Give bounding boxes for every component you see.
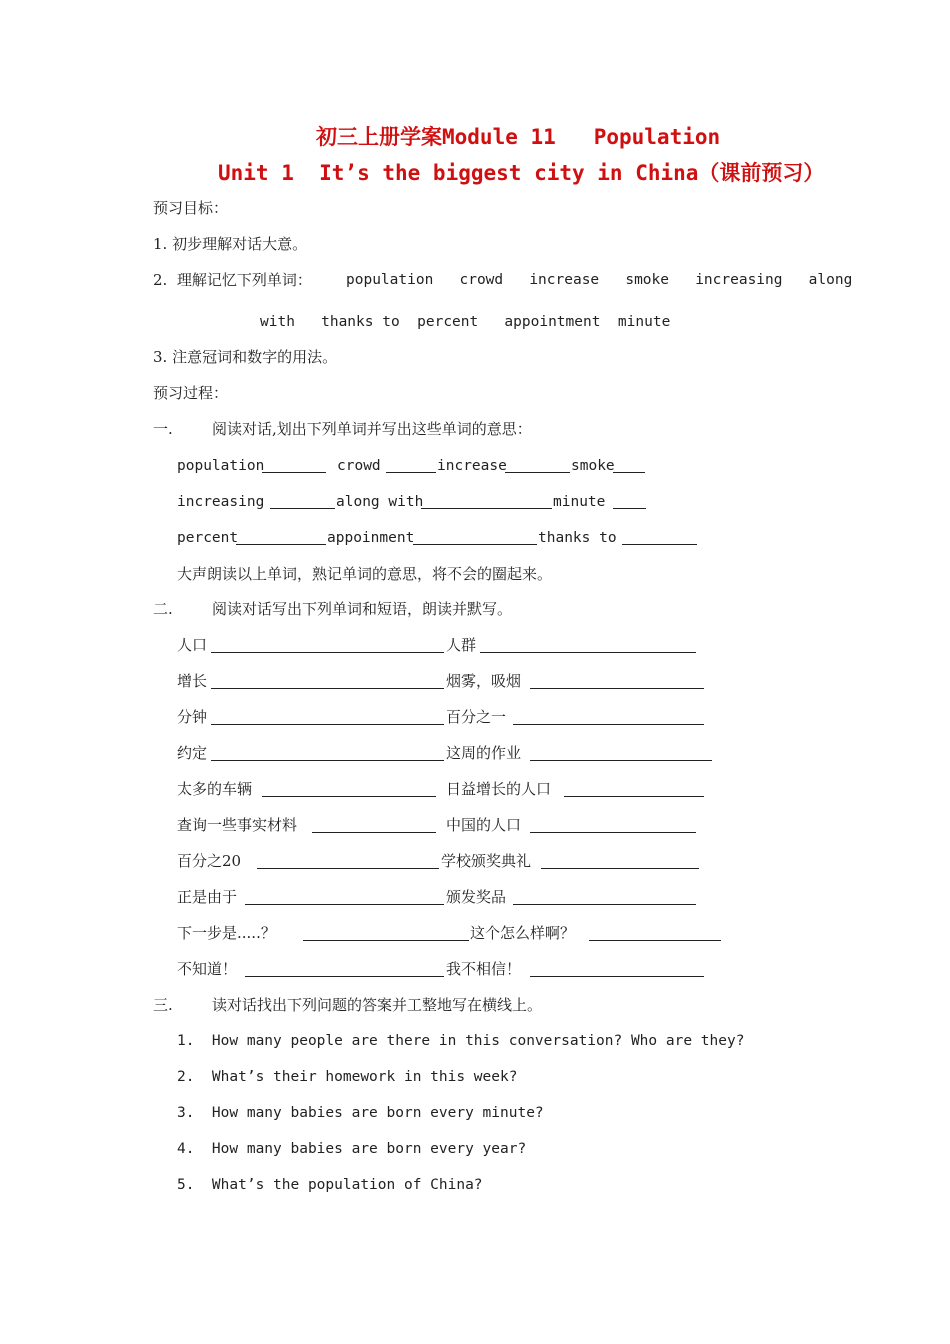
word-appoinment: appoinment [327, 530, 415, 546]
goal-3: 3. 注意冠词和数字的用法。 [153, 348, 338, 366]
blank-line[interactable] [270, 508, 335, 509]
blank-line[interactable] [541, 868, 699, 869]
phrase-right: 这周的作业 [446, 744, 522, 762]
section1-instruction: 阅读对话,划出下列单词并写出这些单词的意思： [212, 420, 532, 438]
blank-line[interactable] [211, 652, 444, 653]
word-increase: increase [437, 458, 507, 474]
phrase-left: 增长 [177, 672, 208, 690]
word-minute: minute [553, 494, 606, 510]
phrase-left: 太多的车辆 [177, 780, 253, 798]
phrase-left: 人口 [177, 636, 208, 654]
question-5: 5. What’s the population of China? [177, 1177, 483, 1193]
blank-line[interactable] [513, 724, 704, 725]
word-along-with: along with [336, 494, 424, 510]
blank-line[interactable] [386, 472, 436, 473]
blank-line[interactable] [480, 652, 696, 653]
word-percent: percent [177, 530, 239, 546]
word-increasing: increasing [177, 494, 265, 510]
blank-line[interactable] [530, 832, 696, 833]
phrase-left: 不知道！ [177, 960, 238, 978]
blank-line[interactable] [303, 940, 469, 941]
blank-line[interactable] [262, 796, 436, 797]
section1-note: 大声朗读以上单词，熟记单词的意思，将不会的圈起来。 [177, 565, 553, 583]
phrase-left: 下一步是.....？ [177, 924, 276, 942]
phrase-left: 查询一些事实材料 [177, 816, 298, 834]
blank-line[interactable] [613, 472, 645, 473]
phrase-right: 这个怎么样啊？ [470, 924, 576, 942]
blank-line[interactable] [530, 976, 704, 977]
section2-number: 二. [153, 600, 173, 618]
blank-line[interactable] [262, 472, 326, 473]
blank-line[interactable] [613, 508, 646, 509]
goal-2: 2. 理解记忆下列单词： [153, 271, 312, 289]
word-crowd: crowd [337, 458, 381, 474]
goal-2-words-line1: population crowd increase smoke increasing along [346, 272, 853, 288]
question-1: 1. How many people are there in this conversation? Who are they? [177, 1033, 745, 1049]
blank-line[interactable] [564, 796, 704, 797]
phrase-right: 百分之一 [446, 708, 507, 726]
phrase-right: 学校颁奖典礼 [441, 852, 532, 870]
blank-line[interactable] [245, 976, 444, 977]
word-thanks-to: thanks to [538, 530, 617, 546]
phrase-right: 人群 [446, 636, 477, 654]
blank-line[interactable] [312, 832, 436, 833]
section2-instruction: 阅读对话写出下列单词和短语，朗读并默写。 [212, 600, 513, 618]
phrase-left: 约定 [177, 744, 208, 762]
worksheet-title: 初三上册学案Module 11 Population [316, 125, 721, 149]
phrase-left: 百分之20 [177, 852, 242, 870]
word-smoke: smoke [571, 458, 615, 474]
question-4: 4. How many babies are born every year? [177, 1141, 527, 1157]
goal-1: 1. 初步理解对话大意。 [153, 235, 308, 253]
blank-line[interactable] [257, 868, 439, 869]
unit-title: Unit 1 It’s the biggest city in China（课前预习） [218, 161, 825, 185]
blank-line[interactable] [589, 940, 721, 941]
goal-2-words-line2: with thanks to percent appointment minute [260, 314, 671, 330]
phrase-right: 我不相信！ [446, 960, 522, 978]
blank-line[interactable] [530, 760, 712, 761]
blank-line[interactable] [513, 904, 696, 905]
section3-instruction: 读对话找出下列问题的答案并工整地写在横线上。 [212, 996, 543, 1014]
blank-line[interactable] [421, 508, 552, 509]
blank-line[interactable] [236, 544, 326, 545]
blank-line[interactable] [211, 688, 444, 689]
section1-number: 一. [153, 420, 173, 438]
blank-line[interactable] [211, 724, 444, 725]
phrase-right: 颁发奖品 [446, 888, 507, 906]
question-2: 2. What’s their homework in this week? [177, 1069, 518, 1085]
blank-line[interactable] [211, 760, 444, 761]
blank-line[interactable] [413, 544, 537, 545]
word-population: population [177, 458, 265, 474]
process-header: 预习过程： [153, 384, 229, 402]
question-3: 3. How many babies are born every minute? [177, 1105, 544, 1121]
phrase-left: 分钟 [177, 708, 208, 726]
phrase-right: 日益增长的人口 [446, 780, 552, 798]
goals-header: 预习目标： [153, 199, 229, 217]
phrase-left: 正是由于 [177, 888, 238, 906]
phrase-right: 烟雾，吸烟 [446, 672, 522, 690]
blank-line[interactable] [530, 688, 704, 689]
blank-line[interactable] [505, 472, 570, 473]
phrase-right: 中国的人口 [446, 816, 522, 834]
blank-line[interactable] [622, 544, 697, 545]
section3-number: 三. [153, 996, 173, 1014]
blank-line[interactable] [245, 904, 444, 905]
